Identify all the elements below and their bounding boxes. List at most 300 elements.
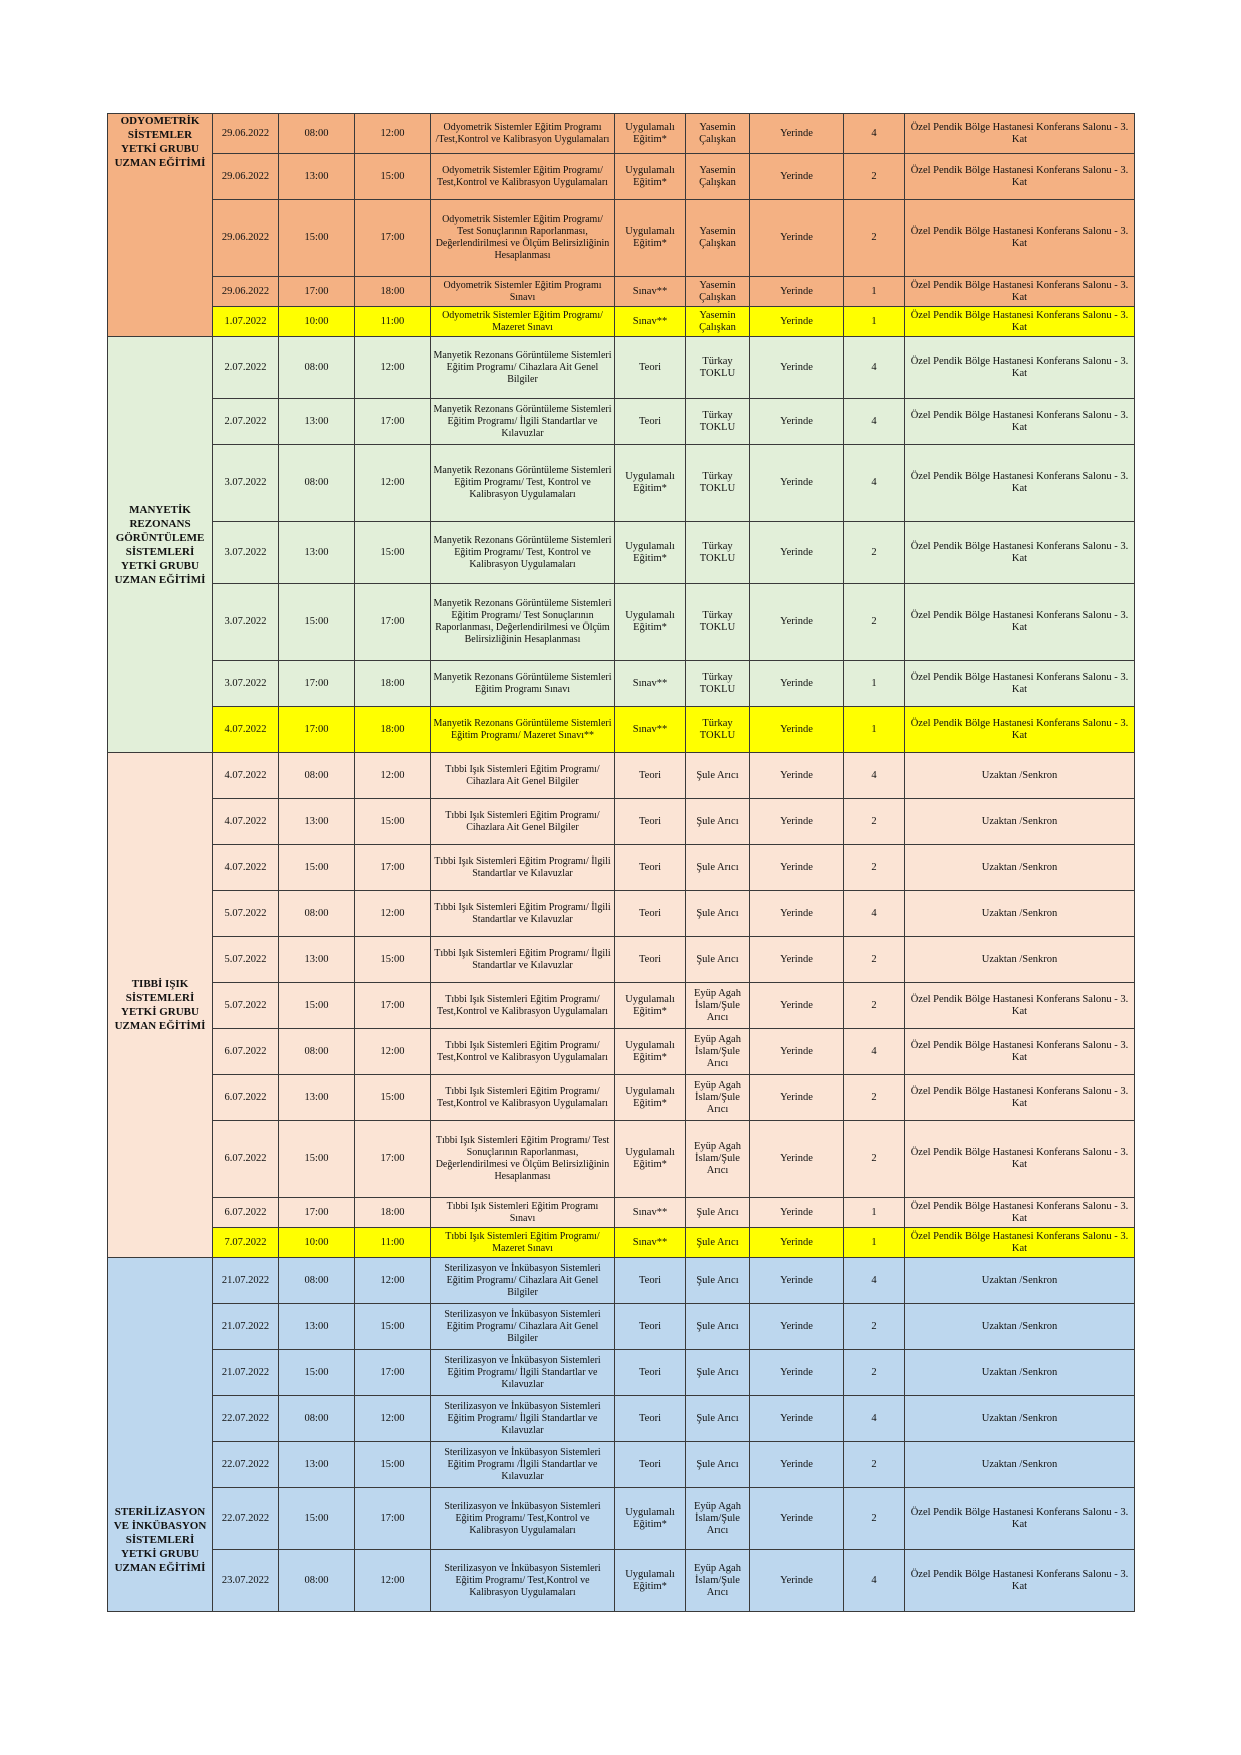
session-date: 4.07.2022 xyxy=(213,845,279,891)
table-row xyxy=(108,277,1135,307)
session-date: 29.06.2022 xyxy=(213,200,279,277)
session-location: Özel Pendik Bölge Hastanesi Konferans Salonu - 3. Kat xyxy=(905,1029,1135,1075)
session-location: Özel Pendik Bölge Hastanesi Konferans Salonu - 3. Kat xyxy=(905,337,1135,399)
duration-hours: 1 xyxy=(844,307,905,337)
duration-hours: 2 xyxy=(844,1304,905,1350)
trainer-name: Eyüp Agah İslam/Şule Arıcı xyxy=(686,1075,750,1121)
session-topic: Odyometrik Sistemler Eğitim Programı /Test,Kontrol ve Kalibrasyon Uygulamaları xyxy=(431,114,615,154)
start-time: 08:00 xyxy=(279,114,355,154)
duration-hours: 2 xyxy=(844,1075,905,1121)
trainer-name: Şule Arıcı xyxy=(686,799,750,845)
session-topic: Tıbbi Işık Sistemleri Eğitim Programı/ Cihazlara Ait Genel Bilgiler xyxy=(431,753,615,799)
trainer-name: Şule Arıcı xyxy=(686,1396,750,1442)
session-date: 5.07.2022 xyxy=(213,937,279,983)
duration-hours: 2 xyxy=(844,1121,905,1198)
end-time: 11:00 xyxy=(355,307,431,337)
session-date: 1.07.2022 xyxy=(213,307,279,337)
training-group-name: ODYOMETRİK SİSTEMLER YETKİ GRUBU UZMAN EĞİTİMİ xyxy=(108,114,213,337)
start-time: 15:00 xyxy=(279,1121,355,1198)
session-type: Teori xyxy=(615,337,686,399)
end-time: 15:00 xyxy=(355,937,431,983)
start-time: 08:00 xyxy=(279,753,355,799)
table-row xyxy=(108,845,1135,891)
end-time: 17:00 xyxy=(355,1488,431,1550)
trainer-name: Türkay TOKLU xyxy=(686,399,750,445)
end-time: 12:00 xyxy=(355,1396,431,1442)
delivery-mode: Yerinde xyxy=(750,1228,844,1258)
table-row xyxy=(108,200,1135,277)
table-row xyxy=(108,114,1135,154)
end-time: 17:00 xyxy=(355,1121,431,1198)
delivery-mode: Yerinde xyxy=(750,399,844,445)
delivery-mode: Yerinde xyxy=(750,753,844,799)
duration-hours: 4 xyxy=(844,753,905,799)
session-type: Teori xyxy=(615,937,686,983)
duration-hours: 2 xyxy=(844,799,905,845)
trainer-name: Eyüp Agah İslam/Şule Arıcı xyxy=(686,1121,750,1198)
end-time: 18:00 xyxy=(355,277,431,307)
table-row xyxy=(108,799,1135,845)
duration-hours: 2 xyxy=(844,584,905,661)
session-topic: Tıbbi Işık Sistemleri Eğitim Programı/ İlgili Standartlar ve Kılavuzlar xyxy=(431,891,615,937)
end-time: 12:00 xyxy=(355,1029,431,1075)
trainer-name: Yasemin Çalışkan xyxy=(686,114,750,154)
end-time: 15:00 xyxy=(355,154,431,200)
end-time: 17:00 xyxy=(355,845,431,891)
session-date: 6.07.2022 xyxy=(213,1198,279,1228)
session-location: Özel Pendik Bölge Hastanesi Konferans Salonu - 3. Kat xyxy=(905,1228,1135,1258)
delivery-mode: Yerinde xyxy=(750,1304,844,1350)
delivery-mode: Yerinde xyxy=(750,891,844,937)
session-type: Sınav** xyxy=(615,277,686,307)
table-row xyxy=(108,1258,1135,1304)
start-time: 17:00 xyxy=(279,661,355,707)
session-date: 6.07.2022 xyxy=(213,1121,279,1198)
start-time: 10:00 xyxy=(279,307,355,337)
delivery-mode: Yerinde xyxy=(750,845,844,891)
end-time: 18:00 xyxy=(355,661,431,707)
session-location: Özel Pendik Bölge Hastanesi Konferans Salonu - 3. Kat xyxy=(905,154,1135,200)
session-type: Uygulamalı Eğitim* xyxy=(615,1488,686,1550)
delivery-mode: Yerinde xyxy=(750,445,844,522)
trainer-name: Şule Arıcı xyxy=(686,753,750,799)
trainer-name: Yasemin Çalışkan xyxy=(686,154,750,200)
end-time: 15:00 xyxy=(355,1075,431,1121)
duration-hours: 1 xyxy=(844,707,905,753)
trainer-name: Eyüp Agah İslam/Şule Arıcı xyxy=(686,1488,750,1550)
start-time: 13:00 xyxy=(279,1304,355,1350)
trainer-name: Yasemin Çalışkan xyxy=(686,307,750,337)
schedule-body xyxy=(108,114,1135,1612)
trainer-name: Şule Arıcı xyxy=(686,845,750,891)
trainer-name: Yasemin Çalışkan xyxy=(686,200,750,277)
trainer-name: Şule Arıcı xyxy=(686,937,750,983)
session-topic: Manyetik Rezonans Görüntüleme Sistemleri Eğitim Programı/ Test, Kontrol ve Kalibrasyon Uygulamaları xyxy=(431,445,615,522)
table-row xyxy=(108,1228,1135,1258)
end-time: 12:00 xyxy=(355,1550,431,1612)
session-date: 22.07.2022 xyxy=(213,1488,279,1550)
session-topic: Tıbbi Işık Sistemleri Eğitim Programı/ Test Sonuçlarının Raporlanması, Değerlendirilmesi ve Ölçüm Belirsizliğinin Hesaplanması xyxy=(431,1121,615,1198)
delivery-mode: Yerinde xyxy=(750,1396,844,1442)
session-date: 2.07.2022 xyxy=(213,337,279,399)
table-row xyxy=(108,1075,1135,1121)
start-time: 10:00 xyxy=(279,1228,355,1258)
delivery-mode: Yerinde xyxy=(750,1075,844,1121)
end-time: 12:00 xyxy=(355,753,431,799)
training-group-name: STERİLİZASYON VE İNKÜBASYON SİSTEMLERİ YETKİ GRUBU UZMAN EĞİTİMİ xyxy=(108,1258,213,1612)
duration-hours: 4 xyxy=(844,337,905,399)
session-date: 29.06.2022 xyxy=(213,114,279,154)
session-type: Sınav** xyxy=(615,661,686,707)
start-time: 17:00 xyxy=(279,277,355,307)
table-row xyxy=(108,1198,1135,1228)
duration-hours: 4 xyxy=(844,399,905,445)
trainer-name: Türkay TOKLU xyxy=(686,445,750,522)
delivery-mode: Yerinde xyxy=(750,661,844,707)
trainer-name: Eyüp Agah İslam/Şule Arıcı xyxy=(686,983,750,1029)
table-row xyxy=(108,584,1135,661)
session-type: Teori xyxy=(615,1304,686,1350)
end-time: 11:00 xyxy=(355,1228,431,1258)
session-topic: Odyometrik Sistemler Eğitim Programı/ Test Sonuçlarının Raporlanması, Değerlendirilmesi ve Ölçüm Belirsizliğinin Hesaplanması xyxy=(431,200,615,277)
duration-hours: 2 xyxy=(844,1442,905,1488)
trainer-name: Şule Arıcı xyxy=(686,1228,750,1258)
session-type: Sınav** xyxy=(615,1228,686,1258)
start-time: 08:00 xyxy=(279,337,355,399)
table-row xyxy=(108,753,1135,799)
trainer-name: Türkay TOKLU xyxy=(686,522,750,584)
session-topic: Manyetik Rezonans Görüntüleme Sistemleri Eğitim Programı/ Test Sonuçlarının Raporlanması, Değerlendirilmesi ve Ölçüm Belirsizliğinin Hesaplanması xyxy=(431,584,615,661)
start-time: 15:00 xyxy=(279,845,355,891)
end-time: 12:00 xyxy=(355,114,431,154)
end-time: 17:00 xyxy=(355,399,431,445)
duration-hours: 2 xyxy=(844,983,905,1029)
session-type: Teori xyxy=(615,799,686,845)
start-time: 17:00 xyxy=(279,707,355,753)
session-date: 5.07.2022 xyxy=(213,983,279,1029)
session-location: Uzaktan /Senkron xyxy=(905,1442,1135,1488)
session-location: Özel Pendik Bölge Hastanesi Konferans Salonu - 3. Kat xyxy=(905,661,1135,707)
delivery-mode: Yerinde xyxy=(750,584,844,661)
trainer-name: Şule Arıcı xyxy=(686,1442,750,1488)
end-time: 12:00 xyxy=(355,445,431,522)
session-location: Özel Pendik Bölge Hastanesi Konferans Salonu - 3. Kat xyxy=(905,1198,1135,1228)
session-date: 3.07.2022 xyxy=(213,584,279,661)
delivery-mode: Yerinde xyxy=(750,307,844,337)
start-time: 13:00 xyxy=(279,154,355,200)
training-group-name: MANYETİK REZONANS GÖRÜNTÜLEME SİSTEMLERİ YETKİ GRUBU UZMAN EĞİTİMİ xyxy=(108,337,213,753)
session-type: Teori xyxy=(615,1396,686,1442)
start-time: 15:00 xyxy=(279,1488,355,1550)
session-type: Uygulamalı Eğitim* xyxy=(615,522,686,584)
start-time: 08:00 xyxy=(279,1258,355,1304)
session-type: Uygulamalı Eğitim* xyxy=(615,445,686,522)
session-date: 29.06.2022 xyxy=(213,277,279,307)
trainer-name: Türkay TOKLU xyxy=(686,707,750,753)
delivery-mode: Yerinde xyxy=(750,114,844,154)
trainer-name: Türkay TOKLU xyxy=(686,337,750,399)
start-time: 13:00 xyxy=(279,1442,355,1488)
session-topic: Odyometrik Sistemler Eğitim Programı/ Test,Kontrol ve Kalibrasyon Uygulamaları xyxy=(431,154,615,200)
end-time: 17:00 xyxy=(355,983,431,1029)
session-topic: Sterilizasyon ve İnkübasyon Sistemleri Eğitim Programı/ Cihazlara Ait Genel Bilgiler xyxy=(431,1258,615,1304)
session-date: 4.07.2022 xyxy=(213,707,279,753)
session-type: Uygulamalı Eğitim* xyxy=(615,200,686,277)
start-time: 13:00 xyxy=(279,522,355,584)
duration-hours: 2 xyxy=(844,522,905,584)
trainer-name: Yasemin Çalışkan xyxy=(686,277,750,307)
session-date: 3.07.2022 xyxy=(213,661,279,707)
delivery-mode: Yerinde xyxy=(750,937,844,983)
session-location: Uzaktan /Senkron xyxy=(905,1258,1135,1304)
session-topic: Odyometrik Sistemler Eğitim Programı/ Mazeret Sınavı xyxy=(431,307,615,337)
duration-hours: 2 xyxy=(844,937,905,983)
table-row xyxy=(108,1029,1135,1075)
duration-hours: 2 xyxy=(844,200,905,277)
delivery-mode: Yerinde xyxy=(750,1442,844,1488)
session-type: Uygulamalı Eğitim* xyxy=(615,1121,686,1198)
start-time: 15:00 xyxy=(279,1350,355,1396)
session-topic: Sterilizasyon ve İnkübasyon Sistemleri Eğitim Programı/ Test,Kontrol ve Kalibrasyon Uygulamaları xyxy=(431,1488,615,1550)
table-row xyxy=(108,1488,1135,1550)
delivery-mode: Yerinde xyxy=(750,1198,844,1228)
trainer-name: Şule Arıcı xyxy=(686,891,750,937)
delivery-mode: Yerinde xyxy=(750,1550,844,1612)
session-location: Özel Pendik Bölge Hastanesi Konferans Salonu - 3. Kat xyxy=(905,445,1135,522)
table-row xyxy=(108,522,1135,584)
session-location: Özel Pendik Bölge Hastanesi Konferans Salonu - 3. Kat xyxy=(905,1075,1135,1121)
session-location: Özel Pendik Bölge Hastanesi Konferans Salonu - 3. Kat xyxy=(905,522,1135,584)
session-location: Uzaktan /Senkron xyxy=(905,1350,1135,1396)
table-row xyxy=(108,1442,1135,1488)
delivery-mode: Yerinde xyxy=(750,1350,844,1396)
session-date: 22.07.2022 xyxy=(213,1442,279,1488)
session-date: 2.07.2022 xyxy=(213,399,279,445)
session-topic: Manyetik Rezonans Görüntüleme Sistemleri Eğitim Programı/ İlgili Standartlar ve Kılavuzlar xyxy=(431,399,615,445)
session-location: Özel Pendik Bölge Hastanesi Konferans Salonu - 3. Kat xyxy=(905,584,1135,661)
session-type: Teori xyxy=(615,1442,686,1488)
start-time: 08:00 xyxy=(279,1396,355,1442)
training-group-name: TIBBİ IŞIK SİSTEMLERİ YETKİ GRUBU UZMAN EĞİTİMİ xyxy=(108,753,213,1258)
end-time: 17:00 xyxy=(355,1350,431,1396)
session-topic: Odyometrik Sistemler Eğitim Programı Sınavı xyxy=(431,277,615,307)
session-topic: Manyetik Rezonans Görüntüleme Sistemleri Eğitim Programı/ Mazeret Sınavı** xyxy=(431,707,615,753)
delivery-mode: Yerinde xyxy=(750,1029,844,1075)
session-type: Teori xyxy=(615,753,686,799)
session-topic: Sterilizasyon ve İnkübasyon Sistemleri Eğitim Programı/ İlgili Standartlar ve Kılavuzlar xyxy=(431,1396,615,1442)
session-date: 21.07.2022 xyxy=(213,1304,279,1350)
table-row xyxy=(108,1304,1135,1350)
table-row xyxy=(108,1121,1135,1198)
session-location: Özel Pendik Bölge Hastanesi Konferans Salonu - 3. Kat xyxy=(905,307,1135,337)
session-topic: Tıbbi Işık Sistemleri Eğitim Programı/ İlgili Standartlar ve Kılavuzlar xyxy=(431,845,615,891)
session-topic: Manyetik Rezonans Görüntüleme Sistemleri Eğitim Programı/ Cihazlara Ait Genel Bilgiler xyxy=(431,337,615,399)
start-time: 13:00 xyxy=(279,937,355,983)
session-date: 23.07.2022 xyxy=(213,1550,279,1612)
session-type: Uygulamalı Eğitim* xyxy=(615,1029,686,1075)
duration-hours: 4 xyxy=(844,1396,905,1442)
session-date: 3.07.2022 xyxy=(213,445,279,522)
end-time: 12:00 xyxy=(355,337,431,399)
duration-hours: 1 xyxy=(844,1198,905,1228)
end-time: 15:00 xyxy=(355,522,431,584)
end-time: 15:00 xyxy=(355,799,431,845)
trainer-name: Şule Arıcı xyxy=(686,1258,750,1304)
delivery-mode: Yerinde xyxy=(750,154,844,200)
session-type: Teori xyxy=(615,891,686,937)
session-date: 21.07.2022 xyxy=(213,1258,279,1304)
session-location: Uzaktan /Senkron xyxy=(905,1304,1135,1350)
session-topic: Tıbbi Işık Sistemleri Eğitim Programı/ Test,Kontrol ve Kalibrasyon Uygulamaları xyxy=(431,983,615,1029)
session-location: Uzaktan /Senkron xyxy=(905,845,1135,891)
start-time: 17:00 xyxy=(279,1198,355,1228)
session-location: Özel Pendik Bölge Hastanesi Konferans Salonu - 3. Kat xyxy=(905,1550,1135,1612)
start-time: 08:00 xyxy=(279,445,355,522)
session-topic: Tıbbi Işık Sistemleri Eğitim Programı/ İlgili Standartlar ve Kılavuzlar xyxy=(431,937,615,983)
delivery-mode: Yerinde xyxy=(750,277,844,307)
duration-hours: 1 xyxy=(844,277,905,307)
trainer-name: Şule Arıcı xyxy=(686,1198,750,1228)
session-type: Teori xyxy=(615,845,686,891)
end-time: 18:00 xyxy=(355,1198,431,1228)
delivery-mode: Yerinde xyxy=(750,337,844,399)
delivery-mode: Yerinde xyxy=(750,983,844,1029)
duration-hours: 1 xyxy=(844,661,905,707)
trainer-name: Eyüp Agah İslam/Şule Arıcı xyxy=(686,1029,750,1075)
table-row xyxy=(108,1550,1135,1612)
session-location: Özel Pendik Bölge Hastanesi Konferans Salonu - 3. Kat xyxy=(905,1121,1135,1198)
session-topic: Manyetik Rezonans Görüntüleme Sistemleri Eğitim Programı Sınavı xyxy=(431,661,615,707)
session-location: Özel Pendik Bölge Hastanesi Konferans Salonu - 3. Kat xyxy=(905,983,1135,1029)
session-type: Uygulamalı Eğitim* xyxy=(615,584,686,661)
session-date: 6.07.2022 xyxy=(213,1075,279,1121)
session-date: 21.07.2022 xyxy=(213,1350,279,1396)
table-row xyxy=(108,1396,1135,1442)
table-row xyxy=(108,891,1135,937)
trainer-name: Şule Arıcı xyxy=(686,1304,750,1350)
session-location: Uzaktan /Senkron xyxy=(905,1396,1135,1442)
session-type: Sınav** xyxy=(615,1198,686,1228)
delivery-mode: Yerinde xyxy=(750,522,844,584)
session-type: Uygulamalı Eğitim* xyxy=(615,154,686,200)
session-date: 6.07.2022 xyxy=(213,1029,279,1075)
end-time: 17:00 xyxy=(355,200,431,277)
duration-hours: 2 xyxy=(844,154,905,200)
duration-hours: 4 xyxy=(844,1029,905,1075)
session-topic: Tıbbi Işık Sistemleri Eğitim Programı/ Cihazlara Ait Genel Bilgiler xyxy=(431,799,615,845)
start-time: 15:00 xyxy=(279,584,355,661)
table-row xyxy=(108,154,1135,200)
session-date: 29.06.2022 xyxy=(213,154,279,200)
table-row xyxy=(108,445,1135,522)
session-location: Özel Pendik Bölge Hastanesi Konferans Salonu - 3. Kat xyxy=(905,200,1135,277)
session-date: 7.07.2022 xyxy=(213,1228,279,1258)
session-topic: Sterilizasyon ve İnkübasyon Sistemleri Eğitim Programı /İlgili Standartlar ve Kılavuzlar xyxy=(431,1442,615,1488)
session-location: Özel Pendik Bölge Hastanesi Konferans Salonu - 3. Kat xyxy=(905,399,1135,445)
session-topic: Tıbbi Işık Sistemleri Eğitim Programı/ Test,Kontrol ve Kalibrasyon Uygulamaları xyxy=(431,1029,615,1075)
table-row xyxy=(108,307,1135,337)
session-topic: Sterilizasyon ve İnkübasyon Sistemleri Eğitim Programı/ İlgili Standartlar ve Kılavuzlar xyxy=(431,1350,615,1396)
session-type: Uygulamalı Eğitim* xyxy=(615,983,686,1029)
table-row xyxy=(108,661,1135,707)
end-time: 18:00 xyxy=(355,707,431,753)
trainer-name: Türkay TOKLU xyxy=(686,584,750,661)
start-time: 13:00 xyxy=(279,1075,355,1121)
session-location: Özel Pendik Bölge Hastanesi Konferans Salonu - 3. Kat xyxy=(905,277,1135,307)
session-location: Özel Pendik Bölge Hastanesi Konferans Salonu - 3. Kat xyxy=(905,1488,1135,1550)
trainer-name: Şule Arıcı xyxy=(686,1350,750,1396)
session-location: Uzaktan /Senkron xyxy=(905,799,1135,845)
duration-hours: 2 xyxy=(844,1488,905,1550)
session-date: 4.07.2022 xyxy=(213,799,279,845)
delivery-mode: Yerinde xyxy=(750,1488,844,1550)
session-type: Uygulamalı Eğitim* xyxy=(615,1075,686,1121)
duration-hours: 4 xyxy=(844,445,905,522)
session-type: Uygulamalı Eğitim* xyxy=(615,1550,686,1612)
session-topic: Sterilizasyon ve İnkübasyon Sistemleri Eğitim Programı/ Test,Kontrol ve Kalibrasyon Uygulamaları xyxy=(431,1550,615,1612)
session-location: Uzaktan /Senkron xyxy=(905,891,1135,937)
delivery-mode: Yerinde xyxy=(750,1258,844,1304)
duration-hours: 4 xyxy=(844,1550,905,1612)
delivery-mode: Yerinde xyxy=(750,707,844,753)
start-time: 15:00 xyxy=(279,200,355,277)
table-row xyxy=(108,1350,1135,1396)
session-date: 22.07.2022 xyxy=(213,1396,279,1442)
delivery-mode: Yerinde xyxy=(750,200,844,277)
duration-hours: 2 xyxy=(844,845,905,891)
session-topic: Tıbbi Işık Sistemleri Eğitim Programı Sınavı xyxy=(431,1198,615,1228)
table-row xyxy=(108,937,1135,983)
session-type: Teori xyxy=(615,1350,686,1396)
duration-hours: 2 xyxy=(844,1350,905,1396)
duration-hours: 1 xyxy=(844,1228,905,1258)
trainer-name: Türkay TOKLU xyxy=(686,661,750,707)
session-type: Teori xyxy=(615,1258,686,1304)
start-time: 13:00 xyxy=(279,399,355,445)
session-date: 3.07.2022 xyxy=(213,522,279,584)
end-time: 15:00 xyxy=(355,1442,431,1488)
session-location: Özel Pendik Bölge Hastanesi Konferans Salonu - 3. Kat xyxy=(905,707,1135,753)
session-type: Teori xyxy=(615,399,686,445)
end-time: 15:00 xyxy=(355,1304,431,1350)
table-row xyxy=(108,399,1135,445)
table-row xyxy=(108,983,1135,1029)
session-date: 5.07.2022 xyxy=(213,891,279,937)
session-topic: Manyetik Rezonans Görüntüleme Sistemleri Eğitim Programı/ Test, Kontrol ve Kalibrasyon Uygulamaları xyxy=(431,522,615,584)
start-time: 08:00 xyxy=(279,1029,355,1075)
session-topic: Sterilizasyon ve İnkübasyon Sistemleri Eğitim Programı/ Cihazlara Ait Genel Bilgiler xyxy=(431,1304,615,1350)
end-time: 12:00 xyxy=(355,891,431,937)
end-time: 17:00 xyxy=(355,584,431,661)
start-time: 08:00 xyxy=(279,1550,355,1612)
table-row xyxy=(108,707,1135,753)
session-type: Uygulamalı Eğitim* xyxy=(615,114,686,154)
trainer-name: Eyüp Agah İslam/Şule Arıcı xyxy=(686,1550,750,1612)
delivery-mode: Yerinde xyxy=(750,799,844,845)
duration-hours: 4 xyxy=(844,1258,905,1304)
session-topic: Tıbbi Işık Sistemleri Eğitim Programı/ Test,Kontrol ve Kalibrasyon Uygulamaları xyxy=(431,1075,615,1121)
end-time: 12:00 xyxy=(355,1258,431,1304)
session-type: Sınav** xyxy=(615,707,686,753)
training-schedule-table xyxy=(107,113,1135,1612)
duration-hours: 4 xyxy=(844,114,905,154)
start-time: 08:00 xyxy=(279,891,355,937)
start-time: 13:00 xyxy=(279,799,355,845)
session-location: Uzaktan /Senkron xyxy=(905,937,1135,983)
session-location: Uzaktan /Senkron xyxy=(905,753,1135,799)
session-topic: Tıbbi Işık Sistemleri Eğitim Programı/ Mazeret Sınavı xyxy=(431,1228,615,1258)
session-date: 4.07.2022 xyxy=(213,753,279,799)
